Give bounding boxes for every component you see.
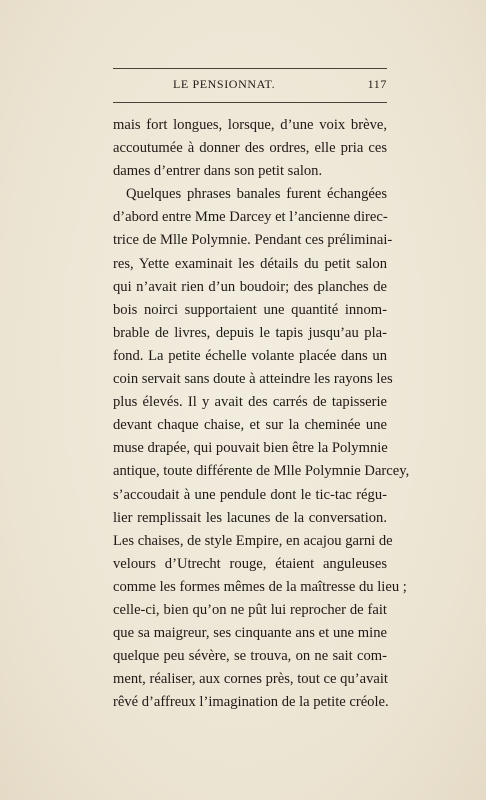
paragraph-first-line: Quelques phrases banales furent échangées <box>126 186 387 203</box>
text-line: devant chaque chaise, et sur la cheminée une <box>113 417 387 434</box>
text-line: que sa maigreur, ses cinquante ans et une mine <box>113 625 387 642</box>
body-text <box>113 114 410 714</box>
text-line: res, Yette examinait les détails du petit salon <box>113 255 387 272</box>
text-line: quelque peu sévère, se trouva, on ne sait com- <box>113 648 387 665</box>
running-head <box>113 77 387 95</box>
text-line: antique, toute différente de Mlle Polymnie Darcey, <box>113 463 410 480</box>
header-rule-bottom <box>113 102 387 103</box>
text-line: lier remplissait les lacunes de la conversation. <box>113 509 387 526</box>
text-line: celle-ci, bien qu’on ne pût lui reprocher de fait <box>113 601 387 618</box>
header-rule-top <box>113 68 387 69</box>
text-line: bois noirci supportaient une quantité innom- <box>113 301 387 318</box>
text-line: qui n’avait rien d’un boudoir; des planches de <box>113 278 387 295</box>
text-line: velours d’Utrecht rouge, étaient anguleuses <box>113 555 387 572</box>
text-line: d’abord entre Mme Darcey et l’ancienne direc- <box>113 209 388 226</box>
running-title: LE PENSIONNAT. <box>173 77 276 91</box>
text-line: dames d’entrer dans son petit salon. <box>113 163 323 180</box>
text-line: muse drapée, qui pouvait bien être la Polymnie <box>113 440 388 457</box>
text-line: mais fort longues, lorsque, d’une voix brève, <box>113 117 387 133</box>
page-number: 117 <box>367 77 387 91</box>
text-line: Les chaises, de style Empire, en acajou garni de <box>113 532 393 549</box>
text-line: accoutumée à donner des ordres, elle pria ces <box>113 140 387 157</box>
text-line: brable de livres, depuis le tapis jusqu’au pla- <box>113 324 387 341</box>
text-line: plus élevés. Il y avait des carrés de tapisserie <box>113 394 387 411</box>
text-line: s’accoudait à une pendule dont le tic-tac régu- <box>113 486 387 503</box>
text-line: coin servait sans doute à atteindre les rayons les <box>113 371 393 388</box>
text-line: trice de Mlle Polymnie. Pendant ces préliminai- <box>113 232 393 249</box>
text-line: ment, réaliser, aux cornes près, tout ce qu’avait <box>113 671 388 688</box>
text-line: comme les formes mêmes de la maîtresse du lieu ; <box>113 578 407 595</box>
text-line: fond. La petite échelle volante placée dans un <box>113 347 387 364</box>
text-line: rêvé d’affreux l’imagination de la petite créole. <box>113 694 389 711</box>
